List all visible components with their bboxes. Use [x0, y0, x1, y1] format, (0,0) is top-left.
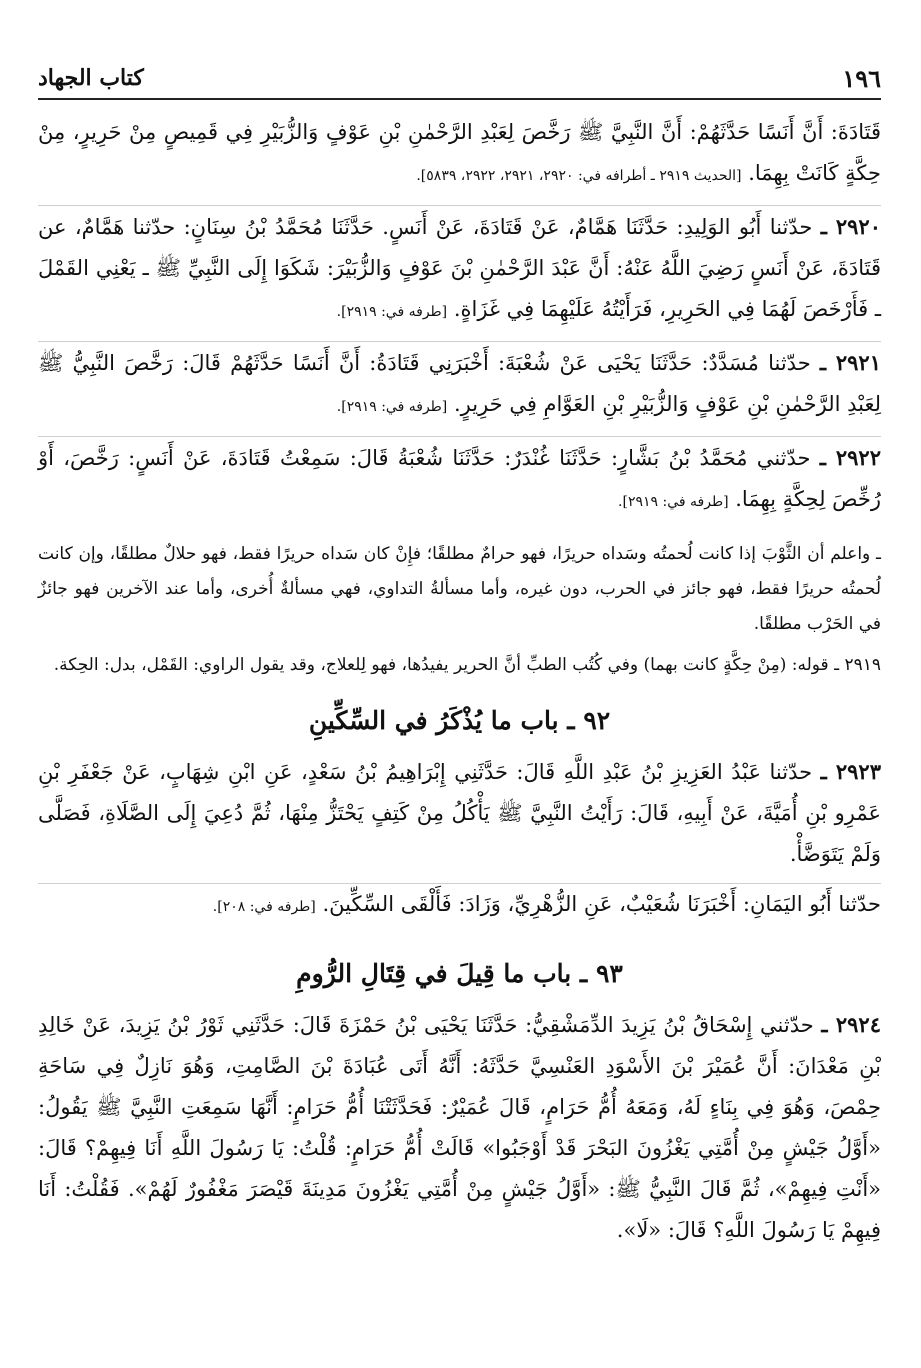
hadith-reference: [طرفه في: ٢٠٨]. — [212, 899, 316, 915]
hadith-text: قَتَادَةَ: أَنَّ أَنَسًا حَدَّثَهُمْ: أَنَّ النَّبِيَّ ﷺ رَخَّصَ لِعَبْدِ الرَّحْمٰنِ بْنِ عَوْفٍ وَالزُّبَيْرِ فِي قَمِيصٍ مِنْ حَرِيرٍ، مِنْ حِكَّةٍ كَانَتْ بِهِمَا. — [38, 120, 881, 185]
hadith-paragraph — [38, 884, 881, 936]
book-title: كتاب الجهاد — [38, 65, 144, 91]
hadith-reference: [طرفه في: ٢٩١٩]. — [336, 399, 448, 415]
hadith-paragraph — [38, 437, 881, 531]
hadith-paragraph — [38, 1004, 881, 1259]
hadith-paragraph — [38, 112, 881, 206]
hadith-text: حدّثنا مُسَدَّدٌ: حَدَّثَنَا يَحْيَى عَنْ شُعْبَةَ: أَخْبَرَنِي قَتَادَةُ: أَنَّ أَنَسًا حَدَّثَهُمْ قَالَ: رَخَّصَ النَّبِيُّ ﷺ لِعَبْدِ الرَّحْمٰنِ بْنِ عَوْفٍ وَالزُّبَيْرِ بْنِ العَوَّامِ فِي حَرِيرٍ. — [38, 351, 881, 416]
page-body — [38, 112, 881, 1259]
chapter-heading: ٩٢ ـ باب ما يُذْكَرُ في السِّكِّينِ — [308, 706, 611, 735]
hadith-text: حدّثني إِسْحَاقُ بْنُ يَزِيدَ الدِّمَشْقِيُّ: حَدَّثَنَا يَحْيَى بْنُ حَمْزَةَ قَالَ: حَدَّثَنِي ثَوْرُ بْنُ يَزِيدَ، عَنْ خَالِدِ بْنِ مَعْدَانَ: أَنَّ عُمَيْرَ بْنَ الأَسْوَدِ العَنْسِيَّ حَدَّثَهُ: أَنَّهُ أَتَى عُبَادَةَ بْنَ الصَّامِتِ، وَهُوَ نَازِلٌ فِي سَاحَةِ حِمْصَ، وَهُوَ فِي بِنَاءٍ لَهُ، وَمَعَهُ أُمُّ حَرَامٍ، قَالَ عُمَيْرٌ: فَحَدَّثَتْنَا أُمُّ حَرَامٍ: أَنَّهَا سَمِعَتِ النَّبِيَّ ﷺ يَقُولُ: «أَوَّلُ جَيْشٍ مِنْ أُمَّتِي يَغْزُونَ البَحْرَ قَدْ أَوْجَبُوا» قَالَتْ أُمُّ حَرَامٍ: قُلْتُ: يَا رَسُولَ اللَّهِ أَنَا فِيهِمْ؟ قَالَ: «أَنْتِ فِيهِمْ»، ثُمَّ قَالَ النَّبِيُّ ﷺ: «أَوَّلُ جَيْشٍ مِنْ أُمَّتِي يَغْزُونَ مَدِينَةَ قَيْصَرَ مَغْفُورٌ لَهُمْ». فَقُلْتُ: أَنَا فِيهِمْ يَا رَسُولَ اللَّهِ؟ قَالَ: «لَا». — [38, 1013, 881, 1242]
hadith-text: حدّثنا أَبُو الوَلِيدِ: حَدَّثَنَا هَمَّامٌ، عَنْ قَتَادَةَ، عَنْ أَنَسٍ. حَدَّثَنَا مُحَمَّدُ بْنُ سِنَانٍ: حدّثنا هَمَّامٌ، عن قَتَادَةَ، عَنْ أَنَسٍ رَضِيَ اللَّهُ عَنْهُ: أَنَّ عَبْدَ الرَّحْمٰنِ بْنَ عَوْفٍ وَالزُّبَيْرَ: شَكَوَا إِلَى النَّبِيِّ ﷺ ـ يَعْنِي القَمْلَ ـ فَأَرْخَصَ لَهُمَا فِي الحَرِيرِ، فَرَأَيْتُهُ عَلَيْهِمَا فِي غَزَاةٍ. — [38, 215, 881, 321]
hadith-paragraph — [38, 206, 881, 342]
hadith-paragraph — [38, 342, 881, 437]
hadith-number: ٢٩٢١ ـ — [819, 350, 881, 375]
hadith-number: ٢٩٢٣ ـ — [820, 759, 881, 784]
chapter-heading: ٩٣ ـ باب ما قِيلَ في قِتَالِ الرُّومِ — [296, 959, 623, 988]
hadith-number: ٢٩٢٤ ـ — [821, 1012, 881, 1037]
hadith-text: حدّثني مُحَمَّدُ بْنُ بَشَّارٍ: حَدَّثَنَا غُنْدَرٌ: حَدَّثَنَا شُعْبَةُ قَالَ: سَمِعْتُ قَتَادَةَ، عَنْ أَنَسٍ: رَخَّصَ، أَوْ رُخِّصَ لِحِكَّةٍ بِهِمَا. — [38, 446, 881, 511]
hadith-paragraph — [38, 751, 881, 884]
hadith-reference: [طرفه في: ٢٩١٩]. — [618, 494, 729, 510]
page-number: ١٩٦ — [842, 63, 881, 93]
commentary-paragraph: ٢٩١٩ ـ قوله: (مِنْ حِكَّةٍ كانت بهما) وفي كُتُب الطبِّ أنَّ الحرير يفيدُها، فهو لِلعلاج، وقد يقول الراوي: القَمْل، بدل: الحِكة. — [53, 655, 881, 675]
hadith-reference: [الحديث ٢٩١٩ ـ أطرافه في: ٢٩٢٠، ٢٩٢١، ٢٩٢٢، ٥٨٣٩]. — [416, 168, 742, 184]
hadith-reference: [طرفه في: ٢٩١٩]. — [336, 304, 448, 320]
hadith-text: حدّثنا أَبُو اليَمَانِ: أَخْبَرَنَا شُعَيْبٌ، عَنِ الزُّهْرِيِّ، وَزَادَ: فَأَلْقَى السِّكِّينَ. — [322, 892, 881, 916]
hadith-number: ٢٩٢٠ ـ — [820, 214, 881, 239]
hadith-text: حدّثنا عَبْدُ العَزِيزِ بْنُ عَبْدِ اللَّهِ قَالَ: حَدَّثَنِي إِبْرَاهِيمُ بْنُ سَعْدٍ، عَنِ ابْنِ شِهَابٍ، عَنْ جَعْفَرِ بْنِ عَمْرِو بْنِ أُمَيَّةَ، عَنْ أَبِيهِ، قَالَ: رَأَيْتُ النَّبِيَّ ﷺ يَأْكُلُ مِنْ كَتِفٍ يَحْتَزُّ مِنْهَا، ثُمَّ دُعِيَ إِلَى الصَّلَاةِ، فَصَلَّى وَلَمْ يَتَوَضَّأْ. — [38, 760, 881, 866]
hadith-number: ٢٩٢٢ ـ — [819, 445, 881, 470]
commentary-paragraph: ـ واعلم أن الثَّوْبَ إذا كانت لُحمتُه وسَداه حريرًا، فهو حرامٌ مطلقًا؛ فإِنْ كان سَداه حريرًا فقط، فهو حلالٌ مطلقًا، وإن كانت لُحمتُه حريرًا فقط، فهو جائز في الحرب، دون غيره، وأما مسألةُ التداوي، فهي مسألةٌ أُخرى، وأما عند الآخرين فهو جائزٌ في الحَرْب مطلقًا. — [38, 544, 881, 634]
page-header — [38, 58, 881, 100]
